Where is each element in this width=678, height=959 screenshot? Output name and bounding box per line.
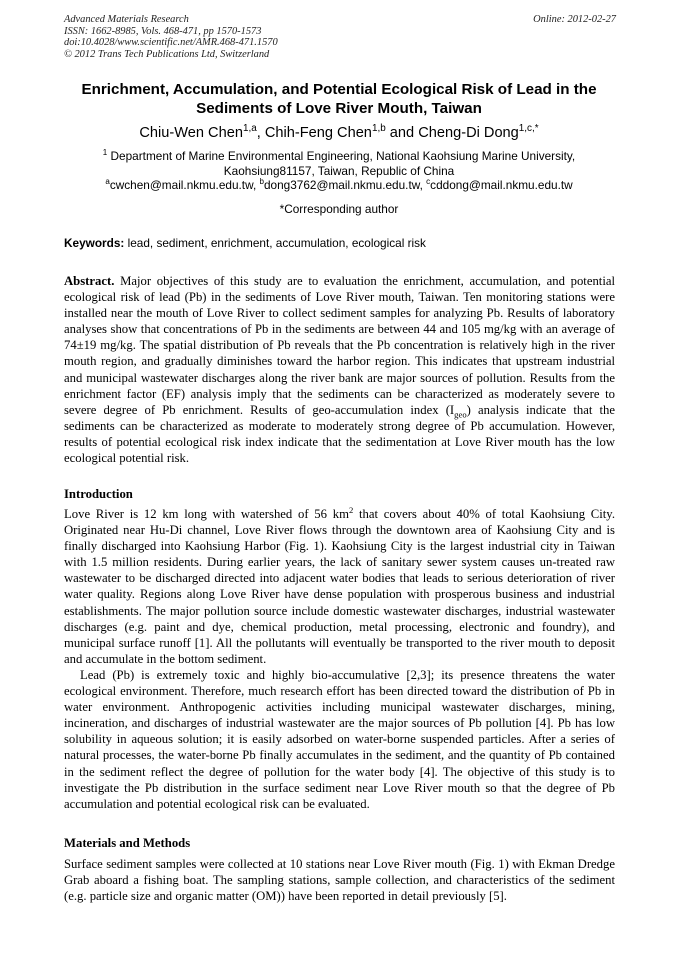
section-heading-methods: Materials and Methods [64,836,191,850]
paragraph-text: that covers about 40% of total Kaohsiung City. Originated near Hu-Di channel, Love River flows through the downtown area of Kaohsiung City and is finally discharged into Kaohsiung Harbor (Fig. 1). Kaohsiung City is the largest industrial city in Taiwan with 1.5 million residents. During earlier years, the lack of sanitary sewer system causes un-treated raw wastewater to be discharged directed into adjacent water bodies that leads to serious deterioration of river water quality. Regions along Love River have dense population with prosperous business and industrial establishments. The major pollution source include domestic wastewater discharges, industrial wastewater discharges (e.g. paint and dye, chemical production, metal processing, electronic and foundry), and municipal surface runoff [1]. All the pollutants will eventually be transported to the river mouth to deposit and accumulate in the bottom sediment. [64,507,615,666]
author-affiliation-mark: 1,a [242,123,257,135]
email-address[interactable]: cddong@mail.nkmu.edu.tw [430,178,573,193]
email-separator: , [419,178,427,193]
email-mark: a [105,177,110,187]
keywords-label: Keywords: [64,236,125,250]
affiliation-text: Department of Marine Environmental Engineering, National Kaohsiung Marine University, [110,149,576,163]
email-mark: b [259,177,264,187]
superscript: 2 [348,504,354,515]
affiliation-number: 1 [102,148,108,158]
author-separator: , [256,125,261,141]
paragraph-text: Love River is 12 km long with watershed of 56 km [64,507,349,521]
email-separator: , [252,178,260,193]
author-name: Chiu-Wen Chen [139,125,243,141]
introduction-paragraph [64,506,615,667]
running-header [64,14,616,60]
paper-title: Enrichment, Accumulation, and Potential Ecological Risk of Lead in the Sediments of Love River Mouth, Taiwan [81,81,597,117]
abstract [64,273,615,466]
corresponding-author-note: *Corresponding author [279,202,399,216]
abstract-text: Major objectives of this study are to evaluation the enrichment, accumulation, and potential ecological risk of lead (Pb) in the sediments of Love River mouth, Taiwan. Ten monitoring stations were installed near the mouth of Love River to collect sediment samples for analyzing Pb. Results of laboratory analyses show that concentrations of Pb in the sediments are between 44 and 105 mg/kg with an average of 74±19 mg/kg. The spatial distribution of Pb reveals that the Pb concentration is relatively high in the river mouth region, and gradually diminishes toward the harbor region. This indicates that upstream industrial and municipal wastewater discharges along the river bank are major sources of pollution. Results from the enrichment factor (EF) analysis imply that the sediments can be characterized as moderately severe to severe degree of Pb enrichment. Results of geo-accumulation index (I [64,274,616,417]
email-address[interactable]: dong3762@mail.nkmu.edu.tw [263,178,420,193]
email-line [60,178,618,193]
affiliation-line: Kaohsiung81157, Taiwan, Republic of China [223,163,455,178]
introduction-paragraph: Lead (Pb) is extremely toxic and highly bio-accumulative [2,3]; its presence threatens the water ecological environment. Therefore, much research effort has been directed toward the distribution of Pb in water environment. Anthropogenic activities including municipal wastewater discharges, mining, incineration, and discharges of industrial wastewater are the major sources of Pb pollution [4]. Pb has low solubility in aqueous solution; it is easily adsorbed on water-borne suspended particles. After a series of natural processes, the water-borne Pb finally accumulates in the sediment, and the quantity of Pb contained in the sediment reflect the degree of pollution for the water body [4]. The objective of this study is to investigate the Pb distribution in the surface sediment near Love River mouth so that the degree of Pb accumulation and potential ecological risk can be evaluated. [64,667,615,811]
abstract-text: ) analysis indicate that the sediments can be characterized as moderate to moderately strong degree of Pb accumulation. However, results of potential ecological risk index indicate that the sedimentation at Love River mouth has the low ecological potential risk. [64,402,615,466]
methods-body [64,856,615,904]
affiliation-line [60,149,618,164]
email-mark: c [426,177,431,187]
keywords [64,236,616,250]
introduction-body [64,506,615,812]
affiliation-block [60,149,618,193]
author-affiliation-mark: 1,c,* [518,123,539,135]
copyright-line: © 2012 Trans Tech Publications Ltd, Switzerland [64,48,270,60]
author-separator: and [389,125,415,141]
email-address[interactable]: cwchen@mail.nkmu.edu.tw [109,178,253,193]
author-name: Cheng-Di Dong [418,125,519,141]
doi-line: doi:10.4028/www.scientific.net/AMR.468-471.1570 [64,37,278,49]
author-affiliation-mark: 1,b [371,123,386,135]
abstract-paragraph [64,273,615,466]
methods-paragraph: Surface sediment samples were collected at 10 stations near Love River mouth (Fig. 1) with Ekman Dredge Grab aboard a fishing boat. The sampling stations, sample collection, and characteristics of the sediment (e.g. particle size and organic matter (OM)) have been reported in detail previously [5]. [64,857,615,904]
section-heading-introduction: Introduction [64,487,133,501]
author-name: Chih-Feng Chen [264,125,372,141]
abstract-subscript: geo [454,409,467,420]
abstract-label: Abstract. [64,274,115,288]
journal-name: Advanced Materials Research [64,14,189,25]
online-date: Online: 2012-02-27 [533,14,616,25]
author-list [40,124,638,142]
issn-line: ISSN: 1662-8985, Vols. 468-471, pp 1570-1573 [64,25,262,37]
keywords-text: lead, sediment, enrichment, accumulation, ecological risk [127,236,426,250]
